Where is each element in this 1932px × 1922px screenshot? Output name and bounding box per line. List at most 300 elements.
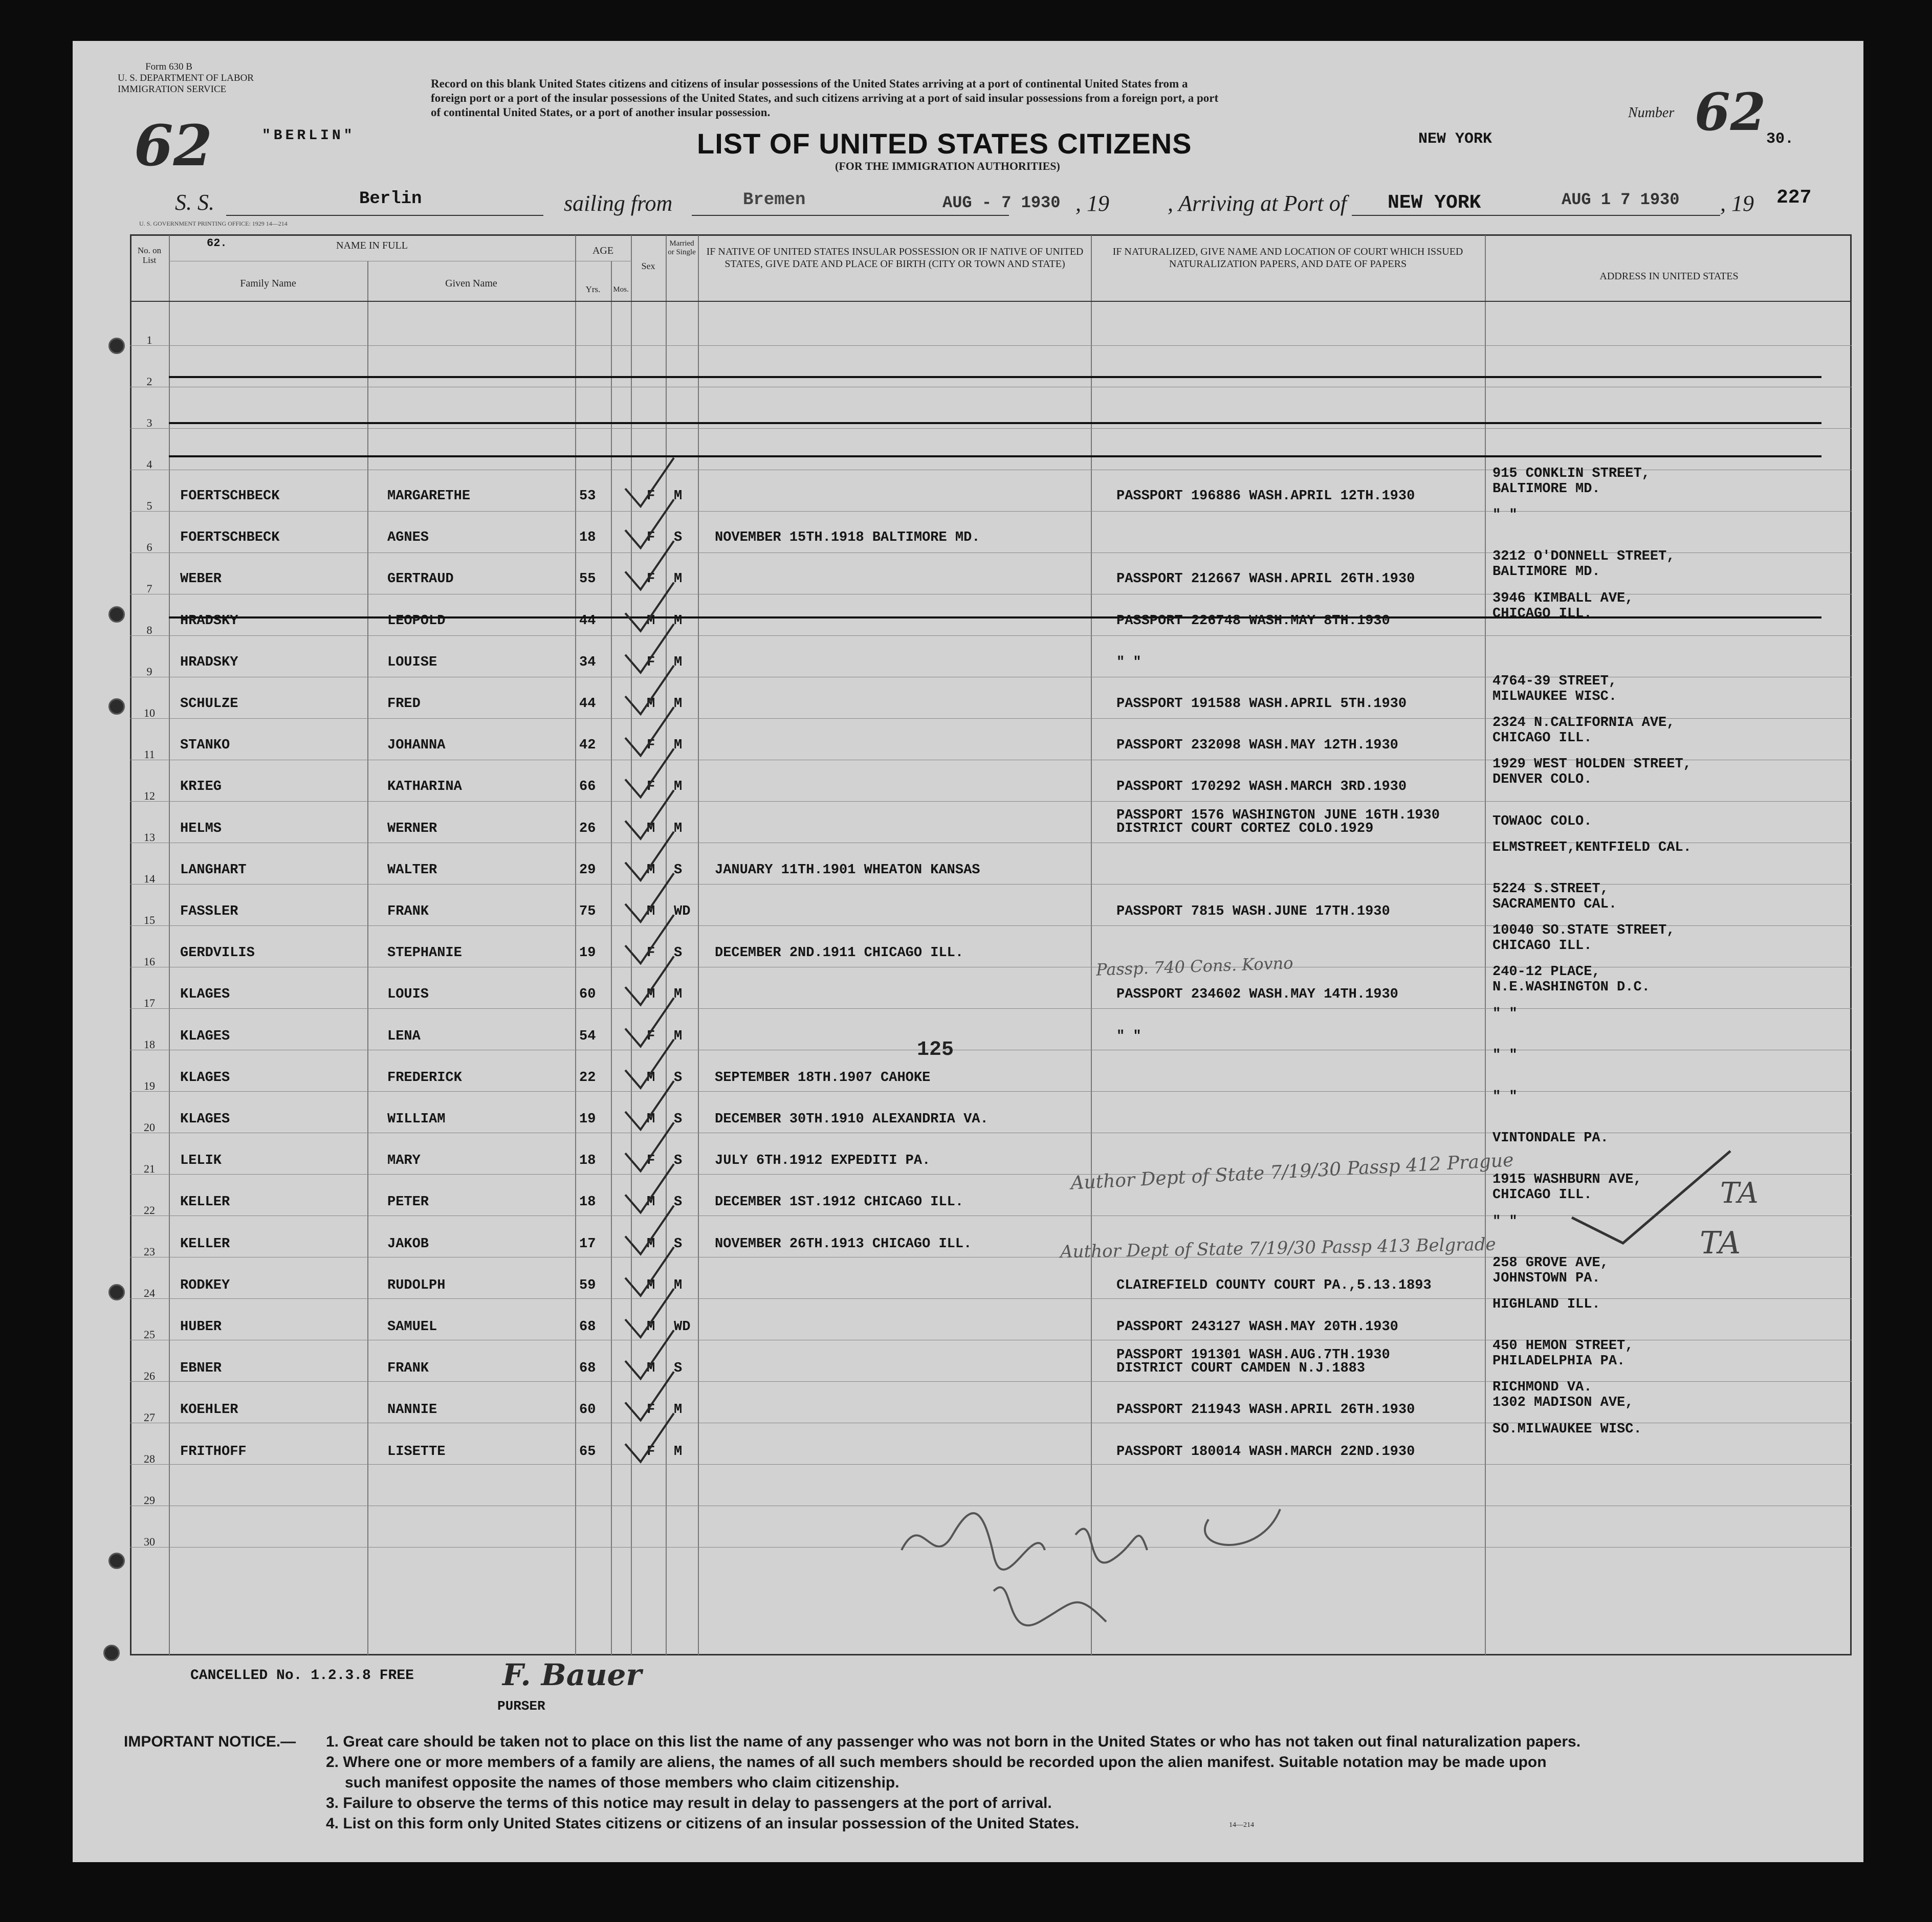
sex: M: [647, 613, 655, 629]
punch-hole: [108, 698, 125, 715]
naturalization-info: PASSPORT 211943 WASH.APRIL 26TH.1930: [1116, 1402, 1415, 1418]
check-mark: [625, 1247, 674, 1296]
given-name: LENA: [387, 1029, 421, 1044]
marital-status: M: [674, 696, 683, 712]
row-number: 4: [146, 458, 152, 471]
age: 18: [579, 1195, 596, 1210]
family-name: FRITHOFF: [180, 1444, 247, 1460]
sex: F: [647, 1029, 655, 1044]
family-name: KLAGES: [180, 1029, 230, 1044]
col-line: [1485, 235, 1486, 1655]
age: 19: [579, 945, 596, 961]
naturalization-info: PASSPORT 191301 WASH.AUG.7TH.1930: [1116, 1347, 1390, 1363]
sex: F: [647, 655, 655, 670]
marital-status: S: [674, 1361, 683, 1376]
notice-2a: 2. Where one or more members of a family are aliens, the names of all such members should be recorded upon the alien manifest. Suitable notation may be made upon: [326, 1754, 1547, 1771]
check-mark: [625, 458, 674, 506]
naturalization-info: PASSPORT 196886 WASH.APRIL 12TH.1930: [1116, 489, 1415, 504]
age: 68: [579, 1319, 596, 1335]
given-name: FREDERICK: [387, 1070, 462, 1086]
family-name: STANKO: [180, 738, 230, 753]
sex: M: [647, 1112, 655, 1127]
address-line-2: BALTIMORE MD.: [1492, 481, 1600, 497]
arrival-port-line: [1352, 215, 1720, 216]
address-line-1: 4764-39 STREET,: [1492, 674, 1617, 689]
family-name: FOERTSCHBECK: [180, 489, 280, 504]
form-number: Form 630 B: [145, 61, 192, 72]
sailing-label: sailing from: [564, 191, 673, 216]
address-line-2: CHICAGO ILL.: [1492, 938, 1592, 954]
given-name: FRANK: [387, 904, 429, 919]
marital-status: WD: [674, 1319, 691, 1335]
marital-status: S: [674, 863, 683, 878]
naturalization-info: PASSPORT 234602 WASH.MAY 14TH.1930: [1116, 987, 1398, 1002]
row-number: 1: [146, 334, 152, 346]
punch-hole: [108, 338, 125, 354]
naturalization-info: PASSPORT 191588 WASH.APRIL 5TH.1930: [1116, 696, 1407, 712]
hand-note-gerdvilis: Passp. 740 Cons. Kovno: [1095, 953, 1294, 980]
purser-label: PURSER: [497, 1698, 545, 1714]
address-line-1: 10040 SO.STATE STREET,: [1492, 923, 1675, 938]
row-number: 30: [144, 1535, 155, 1548]
family-name: LANGHART: [180, 863, 247, 878]
sex: M: [647, 904, 655, 919]
age: 26: [579, 821, 596, 836]
row-number: 28: [144, 1452, 155, 1465]
sex: F: [647, 738, 655, 753]
given-name: JOHANNA: [387, 738, 446, 753]
age: 59: [579, 1278, 596, 1293]
address-line-1: " ": [1492, 1089, 1518, 1104]
sex: M: [647, 1319, 655, 1335]
row-line: [130, 1381, 1852, 1382]
given-name: PETER: [387, 1195, 429, 1210]
row-number: 29: [144, 1494, 155, 1507]
given-name: LEOPOLD: [387, 613, 446, 629]
naturalization-info: CLAIREFIELD COUNTY COURT PA.,5.13.1893: [1116, 1278, 1432, 1293]
check-mark: [625, 1289, 674, 1337]
age: 66: [579, 779, 596, 794]
sex: M: [647, 863, 655, 878]
check-mark: [625, 499, 674, 548]
hand-note-lelik: Author Dept of State 7/19/30 Passp 412 Prague: [1070, 1150, 1514, 1194]
marital-status: M: [674, 738, 683, 753]
marital-status: S: [674, 530, 683, 545]
row-line: [130, 345, 1852, 346]
check-mark: [625, 873, 674, 922]
intro-line-2: foreign port or a port of the insular possessions of the United States, and such citizens arriving at a port of said insular possessions from a foreign port, a port: [431, 92, 1219, 104]
given-name: MARY: [387, 1153, 421, 1168]
arrival-port: NEW YORK: [1388, 192, 1481, 214]
row-number: 12: [144, 789, 155, 802]
family-name: HUBER: [180, 1319, 222, 1335]
given-name: LOUISE: [387, 655, 437, 670]
row-line: [130, 511, 1852, 512]
family-name: LELIK: [180, 1153, 222, 1168]
given-name: RUDOLPH: [387, 1278, 446, 1293]
age: 42: [579, 738, 596, 753]
check-mark: [625, 790, 674, 839]
birth-info: JULY 6TH.1912 EXPEDITI PA.: [715, 1153, 931, 1168]
row-number: 14: [144, 872, 155, 885]
birth-info: JANUARY 11TH.1901 WHEATON KANSAS: [715, 863, 980, 878]
check-mark: [625, 1122, 674, 1171]
family-name: KELLER: [180, 1195, 230, 1210]
bottom-code: 14—214: [1229, 1821, 1254, 1829]
row-line: [130, 428, 1852, 429]
purser-signature: F. Bauer: [502, 1658, 642, 1692]
check-mark: [625, 1081, 674, 1130]
age: 53: [579, 489, 596, 504]
age: 68: [579, 1361, 596, 1376]
row-number: 5: [146, 499, 152, 512]
sex: F: [647, 779, 655, 794]
address-line-1: " ": [1492, 507, 1518, 523]
marital-status: S: [674, 1112, 683, 1127]
check-mark: [625, 1330, 674, 1379]
sex: F: [647, 945, 655, 961]
family-name: KOEHLER: [180, 1402, 238, 1418]
notice-4: 4. List on this form only United States citizens or citizens of an insular possession of the United States.: [326, 1815, 1079, 1832]
address-line-2: CHICAGO ILL.: [1492, 1187, 1592, 1203]
age: 18: [579, 530, 596, 545]
family-name: RODKEY: [180, 1278, 230, 1293]
row-number: 9: [146, 665, 152, 678]
cancel-line-1: [169, 376, 1821, 378]
col-yrs: Yrs.: [585, 284, 601, 294]
row-number: 15: [144, 914, 155, 926]
marital-status: S: [674, 1236, 683, 1252]
check-mark: [625, 998, 674, 1047]
address-line-1: 3946 KIMBALL AVE,: [1492, 591, 1634, 606]
given-name: FRED: [387, 696, 421, 712]
address-line-2: BALTIMORE MD.: [1492, 564, 1600, 580]
address-line-1: 1929 WEST HOLDEN STREET,: [1492, 757, 1692, 772]
address-line-1: HIGHLAND ILL.: [1492, 1297, 1600, 1312]
marital-status: M: [674, 1278, 683, 1293]
scribble-signature: [891, 1489, 1352, 1693]
age: 34: [579, 655, 596, 670]
arriving-label: , Arriving at Port of: [1168, 191, 1347, 216]
address-line-2: SACRAMENTO CAL.: [1492, 897, 1617, 912]
header-bottom-line: [130, 301, 1852, 302]
col-family-name: Family Name: [240, 278, 296, 289]
check-mark: [625, 748, 674, 797]
given-name: SAMUEL: [387, 1319, 437, 1335]
family-name: GERDVILIS: [180, 945, 255, 961]
family-name: HELMS: [180, 821, 222, 836]
row-number: 23: [144, 1245, 155, 1258]
marital-status: M: [674, 779, 683, 794]
col-line: [1091, 235, 1092, 1655]
family-name: SCHULZE: [180, 696, 238, 712]
family-name: KELLER: [180, 1236, 230, 1252]
list-number: 62.: [207, 237, 227, 250]
sex: M: [647, 987, 655, 1002]
check-mark: [625, 707, 674, 756]
family-name: HRADSKY: [180, 655, 238, 670]
check-mark: [625, 624, 674, 673]
checkmarks-overlay: [605, 430, 738, 1647]
birth-info: NOVEMBER 15TH.1918 BALTIMORE MD.: [715, 530, 980, 545]
col-naturalized: IF NATURALIZED, GIVE NAME AND LOCATION OF COURT WHICH ISSUED NATURALIZATION PAPERS, AND DATE OF PAPERS: [1112, 246, 1463, 270]
marital-status: M: [674, 1402, 683, 1418]
check-mark: [625, 1413, 674, 1462]
port-typed: NEW YORK: [1418, 130, 1492, 148]
arrival-date: AUG 1 7 1930: [1562, 190, 1680, 209]
hand-note-keller: Author Dept of State 7/19/30 Passp 413 Belgrade: [1060, 1234, 1496, 1263]
col-married-single: Married or Single: [668, 239, 696, 256]
row-number: 10: [144, 706, 155, 719]
punch-hole: [108, 606, 125, 623]
check-mark: [625, 1040, 674, 1088]
naturalization-info: PASSPORT 170292 WASH.MARCH 3RD.1930: [1116, 779, 1407, 794]
cancel-line-3: [169, 455, 1821, 457]
naturalization-info: PASSPORT 7815 WASH.JUNE 17TH.1930: [1116, 904, 1390, 919]
page-subtitle: (FOR THE IMMIGRATION AUTHORITIES): [835, 160, 1060, 172]
address-line-2: CHICAGO ILL.: [1492, 731, 1592, 746]
address-line-1: VINTONDALE PA.: [1492, 1131, 1609, 1146]
ta-mark-1: TA: [1720, 1177, 1759, 1210]
given-name: LISETTE: [387, 1444, 446, 1460]
sex: F: [647, 489, 655, 504]
corner-number: 62: [134, 113, 213, 179]
address-line-1: 258 GROVE AVE,: [1492, 1255, 1609, 1271]
manifest-sheet: [73, 41, 1863, 1862]
family-name: HRADSKY: [180, 613, 238, 629]
marital-status: S: [674, 1195, 683, 1210]
ship-name-line: [226, 215, 543, 216]
age: 29: [579, 863, 596, 878]
check-mark: [625, 915, 674, 963]
birth-info: SEPTEMBER 18TH.1907 CAHOKE: [715, 1070, 931, 1086]
intro-line-3: of continental United States, or a port of another insular possession.: [431, 106, 771, 119]
address-line-1: " ": [1492, 1214, 1518, 1229]
col-address: ADDRESS IN UNITED STATES: [1599, 271, 1739, 282]
row-line: [130, 635, 1852, 636]
family-name: FASSLER: [180, 904, 238, 919]
ss-label: S. S.: [175, 190, 214, 215]
birth-info: DECEMBER 2ND.1911 CHICAGO ILL.: [715, 945, 964, 961]
row-number: 25: [144, 1328, 155, 1341]
marital-status: M: [674, 655, 683, 670]
check-mark: [625, 541, 674, 589]
family-name: WEBER: [180, 571, 222, 587]
sex: M: [647, 1070, 655, 1086]
naturalization-info: " ": [1116, 655, 1141, 670]
row-line: [130, 1091, 1852, 1092]
page-title: LIST OF UNITED STATES CITIZENS: [697, 127, 1192, 160]
marital-status: M: [674, 613, 683, 629]
row-number: 7: [146, 582, 152, 595]
age: 22: [579, 1070, 596, 1086]
age: 44: [579, 613, 596, 629]
family-name: KLAGES: [180, 987, 230, 1002]
row-number: 16: [144, 955, 155, 968]
family-name: EBNER: [180, 1361, 222, 1376]
family-name: FOERTSCHBECK: [180, 530, 280, 545]
address-line-1: SO.MILWAUKEE WISC.: [1492, 1422, 1642, 1437]
address-line-1: 2324 N.CALIFORNIA AVE,: [1492, 715, 1675, 731]
marital-status: S: [674, 1070, 683, 1086]
birth-info: NOVEMBER 26TH.1913 CHICAGO ILL.: [715, 1236, 972, 1252]
notice-1: 1. Great care should be taken not to place on this list the name of any passenger who was not born in the United States or who has not taken out final naturalization papers.: [326, 1733, 1581, 1750]
birth-info: DECEMBER 1ST.1912 CHICAGO ILL.: [715, 1195, 964, 1210]
address-line-2: N.E.WASHINGTON D.C.: [1492, 980, 1650, 995]
address-line-1: " ": [1492, 1048, 1518, 1063]
sex: M: [647, 696, 655, 712]
sailing-port-line: [692, 215, 1009, 216]
address-line-1: 915 CONKLIN STREET,: [1492, 466, 1650, 481]
row-line: [130, 801, 1852, 802]
printing-office: U. S. GOVERNMENT PRINTING OFFICE: 1929 14—214: [139, 220, 288, 227]
row-number: 11: [144, 748, 155, 761]
row-number: 20: [144, 1121, 155, 1134]
naturalization-info: PASSPORT 232098 WASH.MAY 12TH.1930: [1116, 738, 1398, 753]
punch-hole: [108, 1284, 125, 1300]
year-label-2: , 19: [1720, 191, 1754, 216]
address-line-2: PHILADELPHIA PA.: [1492, 1354, 1626, 1369]
age: 60: [579, 987, 596, 1002]
naturalization-info: PASSPORT 180014 WASH.MARCH 22ND.1930: [1116, 1444, 1415, 1460]
given-name: MARGARETHE: [387, 489, 471, 504]
ship-name: Berlin: [359, 189, 422, 209]
check-mark: [625, 583, 674, 631]
given-name: JAKOB: [387, 1236, 429, 1252]
sailing-port: Bremen: [743, 190, 806, 210]
marital-status: S: [674, 1153, 683, 1168]
sheet-marker: 30.: [1766, 130, 1794, 148]
given-name: KATHARINA: [387, 779, 462, 794]
address-line-2: CHICAGO ILL.: [1492, 606, 1592, 622]
marital-status: M: [674, 1029, 683, 1044]
important-notice-label: IMPORTANT NOTICE.—: [124, 1733, 296, 1750]
cancelled-note: CANCELLED No. 1.2.3.8 FREE: [190, 1668, 414, 1684]
marital-status: M: [674, 821, 683, 836]
col-line: [169, 235, 170, 1655]
address-line-1: 240-12 PLACE,: [1492, 964, 1600, 980]
age: 65: [579, 1444, 596, 1460]
naturalization-info: PASSPORT 243127 WASH.MAY 20TH.1930: [1116, 1319, 1398, 1335]
given-name: WERNER: [387, 821, 437, 836]
arrival-suffix: 227: [1776, 187, 1812, 209]
age: 75: [579, 904, 596, 919]
year-label-1: , 19: [1075, 191, 1109, 216]
large-check-mark: [1567, 1146, 1736, 1248]
col-name-in-full: NAME IN FULL: [336, 240, 408, 251]
col-no-on-list: No. on List: [137, 246, 162, 265]
address-line-1: 450 HEMON STREET,: [1492, 1338, 1634, 1354]
form-id-block: [118, 61, 254, 95]
address-line-1: RICHMOND VA.: [1492, 1380, 1592, 1395]
row-number: 27: [144, 1411, 155, 1424]
address-line-1: 5224 S.STREET,: [1492, 881, 1609, 897]
check-mark: [625, 666, 674, 714]
birth-info: DECEMBER 30TH.1910 ALEXANDRIA VA.: [715, 1112, 989, 1127]
address-line-1: ELMSTREET,KENTFIELD CAL.: [1492, 840, 1692, 855]
check-mark: [625, 832, 674, 880]
given-name: GERTRAUD: [387, 571, 454, 587]
col-native: IF NATIVE OF UNITED STATES INSULAR POSSESSION OR IF NATIVE OF UNITED STATES, GIVE DATE AND PLACE OF BIRTH (CITY OR TOWN AND STATE): [706, 246, 1084, 270]
row-line: [130, 1008, 1852, 1009]
marital-status: M: [674, 987, 683, 1002]
sex: F: [647, 571, 655, 587]
check-mark: [625, 1206, 674, 1254]
sex: F: [647, 1153, 655, 1168]
family-name: KRIEG: [180, 779, 222, 794]
row-number: 8: [146, 624, 152, 636]
notice-2b: such manifest opposite the names of those members who claim citizenship.: [345, 1774, 899, 1791]
sex: M: [647, 1195, 655, 1210]
address-line-2: TOWAOC COLO.: [1492, 814, 1592, 829]
naturalization-info-2: DISTRICT COURT CAMDEN N.J.1883: [1116, 1361, 1366, 1376]
given-name: WILLIAM: [387, 1112, 446, 1127]
age: 18: [579, 1153, 596, 1168]
col-mos: Mos.: [613, 285, 629, 294]
naturalization-info: PASSPORT 1576 WASHINGTON JUNE 16TH.1930: [1116, 808, 1440, 823]
sex: M: [647, 1361, 655, 1376]
age: 60: [579, 1402, 596, 1418]
given-name: NANNIE: [387, 1402, 437, 1418]
row-number: 21: [144, 1162, 155, 1175]
address-line-1: 1915 WASHBURN AVE,: [1492, 1172, 1642, 1187]
row-number: 24: [144, 1287, 155, 1299]
col-given-name: Given Name: [445, 278, 497, 289]
intro-line-1: Record on this blank United States citizens and citizens of insular possessions of the United States arriving at a port of continental United States from a: [431, 77, 1188, 90]
marital-status: M: [674, 571, 683, 587]
address-line-1: 3212 O'DONNELL STREET,: [1492, 549, 1675, 564]
ta-mark-2: TA: [1700, 1225, 1741, 1261]
age: 19: [579, 1112, 596, 1127]
given-name: FRANK: [387, 1361, 429, 1376]
sex: M: [647, 1236, 655, 1252]
row-number: 17: [144, 997, 155, 1009]
row-number: 18: [144, 1038, 155, 1051]
service-label: IMMIGRATION SERVICE: [118, 84, 227, 95]
ship-quoted: "BERLIN": [262, 128, 356, 144]
age: 55: [579, 571, 596, 587]
address-line-1: " ": [1492, 1006, 1518, 1022]
row-number: 3: [146, 416, 152, 429]
punch-hole: [108, 1553, 125, 1569]
number-value: 62: [1695, 82, 1766, 142]
cancel-line-2: [169, 422, 1821, 424]
naturalization-info-2: DISTRICT COURT CORTEZ COLO.1929: [1116, 821, 1374, 836]
address-line-2: 1302 MADISON AVE,: [1492, 1395, 1634, 1410]
table-frame: [130, 234, 1852, 1655]
row-number: 2: [146, 375, 152, 388]
age: 54: [579, 1029, 596, 1044]
sex: F: [647, 530, 655, 545]
given-name: AGNES: [387, 530, 429, 545]
naturalization-info: " ": [1116, 1029, 1141, 1044]
row-number: 6: [146, 541, 152, 554]
address-line-2: JOHNSTOWN PA.: [1492, 1271, 1600, 1286]
sex: F: [647, 1402, 655, 1418]
col-line: [575, 235, 576, 1655]
given-name: LOUIS: [387, 987, 429, 1002]
row-number: 26: [144, 1369, 155, 1382]
department-label: U. S. DEPARTMENT OF LABOR: [118, 73, 254, 83]
family-name: KLAGES: [180, 1070, 230, 1086]
marital-status: M: [674, 1444, 683, 1460]
row-number: 13: [144, 831, 155, 844]
sex: M: [647, 1278, 655, 1293]
punch-hole: [103, 1645, 120, 1661]
sailing-date: AUG - 7 1930: [942, 193, 1061, 212]
marital-status: S: [674, 945, 683, 961]
given-name: WALTER: [387, 863, 437, 878]
